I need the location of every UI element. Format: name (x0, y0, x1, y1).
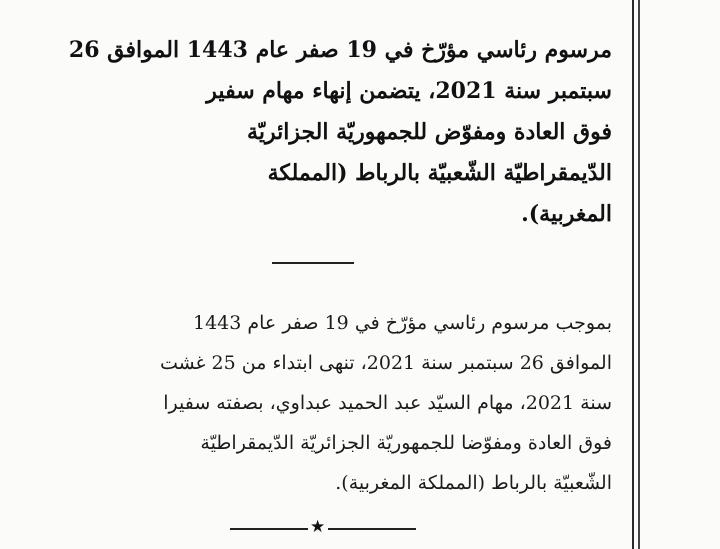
star-icon: ★ (310, 517, 326, 537)
heading-line: فوق العادة ومفوّض للجمهوريّة الجزائريّة (247, 119, 612, 145)
decree-heading (14, 30, 612, 235)
body-line: سنة 2021، مهام السيّد عبد الحميد عبداوي، بصفته سفيرا (163, 392, 612, 414)
body-line: فوق العادة ومفوّضا للجمهوريّة الجزائريّة الدّيمقراطيّة (200, 432, 612, 454)
heading-line: سبتمبر سنة 2021، يتضمن إنهاء مهام سفير (206, 78, 612, 104)
decree-body (14, 303, 612, 503)
body-line: الشّعبيّة بالرباط (المملكة المغربية). (335, 472, 612, 494)
column-divider-rule-inner (638, 0, 640, 549)
star-separator-left-rule (230, 528, 308, 530)
heading-separator (272, 262, 354, 264)
column-divider-rule (632, 0, 634, 549)
body-line: الموافق 26 سبتمبر سنة 2021، تنهى ابتداء من 25 غشت (159, 352, 612, 374)
body-line: بموجب مرسوم رئاسي مؤرّخ في 19 صفر عام 1443 (192, 312, 612, 334)
heading-line: مرسوم رئاسي مؤرّخ في 19 صفر عام 1443 الموافق 26 (68, 37, 612, 63)
star-separator-right-rule (328, 528, 416, 530)
heading-line: المغربية). (521, 201, 612, 227)
heading-line: الدّيمقراطيّة الشّعبيّة بالرباط (المملكة (267, 160, 612, 186)
star-separator (230, 518, 420, 538)
